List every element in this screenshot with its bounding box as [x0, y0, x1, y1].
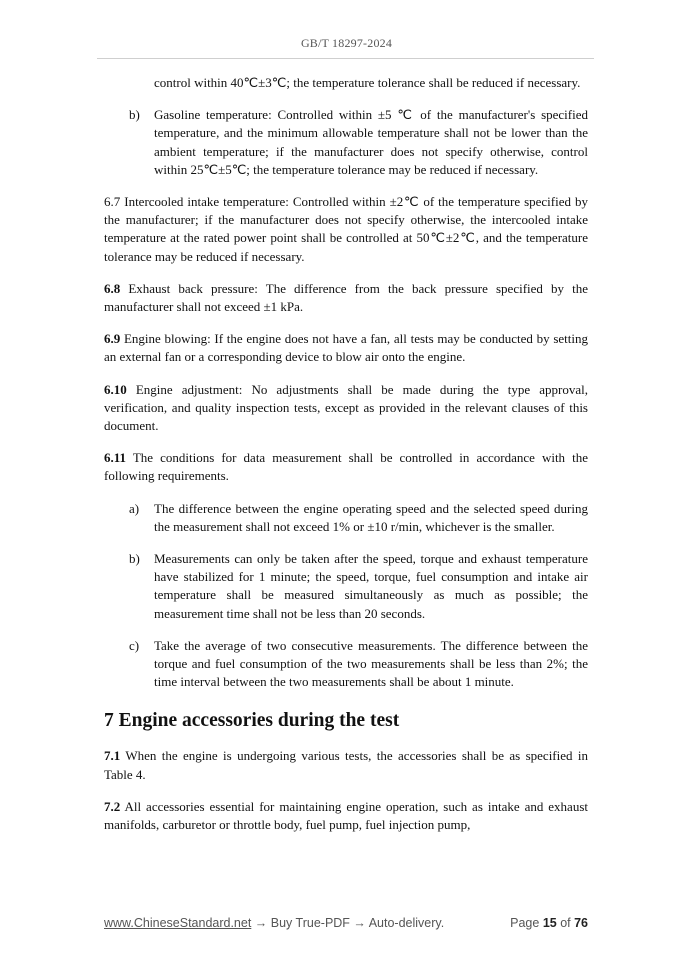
clause-number: 6.11 — [104, 450, 127, 466]
clause-text: All accessories essential for maintaining engine operation, such as intake and exhaust manifolds, carburetor or throttle body, fuel pump, fuel injection pump, — [104, 798, 588, 833]
page-footer — [104, 916, 588, 934]
site-link[interactable]: www.ChineseStandard.net — [104, 916, 252, 930]
list-item-label: c) — [129, 637, 140, 653]
page-number — [510, 916, 588, 930]
list-item — [104, 106, 588, 179]
clause-7-1 — [104, 747, 588, 783]
clause-text: When the engine is undergoing various tests, the accessories shall be as specified in Table 4. — [104, 748, 588, 782]
clause-6-9 — [104, 330, 588, 366]
section-heading: 7 Engine accessories during the test — [104, 710, 400, 732]
list-item-text: Take the average of two consecutive measurements. The difference between the torque and fuel consumption of the two measurements shall be less than 2%; the time interval between the two measurements shall be about 1 minute. — [154, 637, 588, 690]
clause-number: 6.10 — [104, 381, 127, 397]
list-item-label: b) — [129, 107, 140, 123]
list-item-label: a) — [129, 500, 140, 516]
clause-text: The conditions for data measurement shall be controlled in accordance with the following requirements. — [104, 450, 588, 484]
clause-number: 7.1 — [104, 748, 121, 764]
page-of: of — [556, 916, 575, 930]
list-item — [104, 550, 588, 623]
list-item-text: Measurements can only be taken after the speed, torque and exhaust temperature have stabilized for 1 minute; the speed, torque, fuel consumption and intake air temperature shall be measured simultaneously as much as possible; the measurement time shall not be less than 20 seconds. — [154, 551, 588, 621]
document-header: GB/T 18297-2024 — [300, 36, 393, 50]
clause-text: Exhaust back pressure: The difference from the back pressure specified by the manufacturer shall not exceed ±1 kPa. — [104, 280, 588, 315]
clause-6-7: 6.7 Intercooled intake temperature: Controlled within ±2℃ of the temperature specified by the manufacturer; if the manufacturer does not specify otherwise, the intercooled intake temperature at the rated power point shall be controlled at 50℃±2℃, and the temperature tolerance may be reduced if necessary. — [104, 194, 588, 264]
page-word: Page — [510, 916, 543, 930]
clause-6-11 — [104, 449, 588, 485]
clause-number: 6.9 — [104, 331, 121, 347]
clause-6-10 — [104, 381, 588, 436]
continued-item-text: control within 40℃±3℃; the temperature tolerance shall be reduced if necessary. — [154, 75, 581, 90]
clause-7-2 — [104, 798, 588, 834]
clause-number: 7.2 — [104, 798, 121, 814]
list-item — [104, 500, 588, 536]
list-item — [104, 637, 588, 692]
clause-6-8 — [104, 280, 588, 316]
page-total: 76 — [574, 916, 588, 930]
list-item-label: b) — [129, 551, 140, 567]
clause-text: Engine blowing: If the engine does not have a fan, all tests may be conducted by setting an external fan or a corresponding device to blow air onto the engine. — [104, 331, 588, 365]
footer-promo — [104, 916, 444, 930]
page-content — [104, 74, 588, 848]
promo-text: → Buy True-PDF → Auto-delivery. — [251, 916, 445, 930]
clause-text: Engine adjustment: No adjustments shall be made during the type approval, verification, and quality inspection tests, except as provided in the relevant clauses of this document. — [104, 381, 588, 434]
list-item-text: The difference between the engine operating speed and the selected speed during the measurement shall not exceed 1% or ±10 r/min, whichever is the smaller. — [154, 500, 588, 534]
clause-number: 6.8 — [104, 280, 121, 296]
list-item-text: Gasoline temperature: Controlled within ±5 ℃ of the manufacturer's specified temperature, and the minimum allowable temperature shall not be lower than the ambient temperature; if the manufacturer does not specify otherwise, control within 25℃±5℃; the temperature tolerance may be reduced if necessary. — [154, 107, 588, 177]
page-current: 15 — [542, 916, 557, 930]
header-divider — [97, 58, 594, 59]
